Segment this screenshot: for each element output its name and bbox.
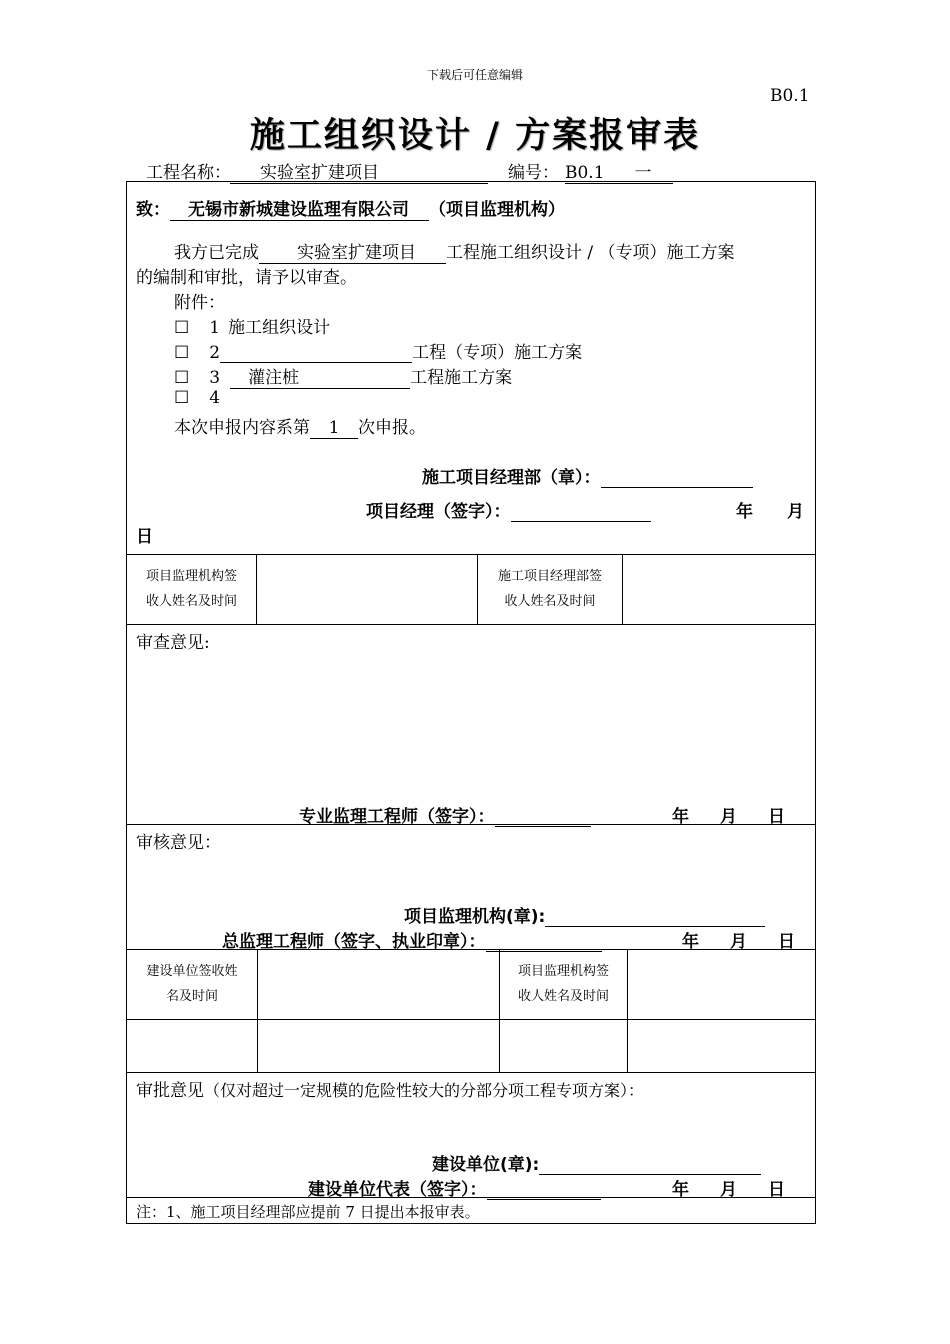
form-code: B0.1 [770, 86, 810, 106]
owner-receipt-signer-cell[interactable] [127, 1021, 256, 1071]
date-year: 年 [672, 1180, 689, 1200]
attachment-item: ☐ 1 施工组织设计 [174, 318, 331, 338]
owner-unit-line: 建设单位(章): [432, 1150, 761, 1175]
statement-project-name[interactable]: 实验室扩建项目 [259, 238, 446, 264]
page-title: 施工组织设计 / 方案报审表 [249, 116, 701, 156]
supervision-receipt-label: 项目监理机构签 收人姓名及时间 [145, 569, 237, 609]
checkbox-icon[interactable]: ☐ [174, 343, 190, 363]
contractor-receipt-label: 施工项目经理部签 收人姓名及时间 [497, 569, 602, 609]
owner-rep-line: 建设单位代表（签字）： [308, 1175, 601, 1200]
submission-line: 本次申报内容系第 1 次申报。 [174, 418, 426, 438]
contractor-receipt-field[interactable] [624, 556, 813, 623]
attachment-fill-field[interactable]: 灌注桩 [230, 363, 410, 389]
approval-opinion-field[interactable] [130, 1100, 810, 1144]
divider [126, 1072, 816, 1073]
specialist-engineer-line: 专业监理工程师（签字）： [299, 802, 591, 827]
divider [126, 1019, 816, 1020]
chief-engineer-line: 总监理工程师（签字、执业印章）： [222, 927, 602, 952]
divider [627, 949, 628, 1072]
project-manager-line: 项目经理（签字）： [366, 497, 651, 522]
owner-receipt-field[interactable] [259, 951, 498, 1018]
checkbox-icon[interactable]: ☐ [174, 318, 190, 338]
supervision-receipt-signer-cell[interactable] [501, 1021, 626, 1071]
date-year: 年 [682, 932, 699, 952]
project-manager-sign-field[interactable] [511, 503, 651, 522]
statement-line: 我方已完成 实验室扩建项目 工程施工组织设计 / （专项）施工方案 [174, 238, 735, 264]
audit-label: 审核意见： [136, 833, 221, 853]
owner-receipt-time-cell[interactable] [259, 1021, 498, 1071]
date-month: 月 [720, 1180, 737, 1200]
divider [622, 554, 623, 624]
date-day: 日 [768, 1180, 785, 1200]
date-month: 月 [730, 932, 747, 952]
attachments-label: 附件： [174, 293, 225, 313]
supervision-org-stamp-field[interactable] [545, 908, 765, 927]
approval-label: 审批意见（仅对超过一定规模的危险性较大的分部分项工程专项方案）： [136, 1081, 645, 1101]
supervision-receipt-field[interactable] [629, 951, 813, 1018]
project-number-label: 编号： [508, 163, 559, 183]
audit-opinion-field[interactable] [130, 852, 810, 896]
attachment-item: ☐ 2 工程（专项）施工方案 [174, 343, 583, 363]
date-day: 日 [768, 807, 785, 827]
contractor-dept-stamp-field[interactable] [601, 469, 753, 488]
attachment-fill-field[interactable] [220, 344, 412, 363]
date-year: 年 [672, 807, 689, 827]
date-day: 日 [778, 932, 795, 952]
project-name-label: 工程名称： [146, 163, 231, 183]
review-label: 审查意见: [136, 633, 210, 653]
project-number-value: B0.1 一 [565, 158, 673, 184]
date-month: 月 [720, 807, 737, 827]
statement-line-2: 的编制和审批，请予以审查。 [136, 268, 357, 288]
owner-unit-stamp-field[interactable] [539, 1156, 761, 1175]
attachment-item: ☐ 3 灌注桩 工程施工方案 [174, 363, 512, 389]
divider [257, 949, 258, 1072]
specialist-engineer-sign-field[interactable] [495, 808, 591, 827]
owner-rep-sign-field[interactable] [487, 1181, 601, 1200]
date-month: 月 [787, 502, 804, 522]
submission-count[interactable]: 1 [310, 418, 358, 439]
supervision-org-line: 项目监理机构(章): [404, 902, 765, 927]
divider [256, 554, 257, 624]
checkbox-icon[interactable]: ☐ [174, 368, 190, 388]
checkbox-icon[interactable]: ☐ [174, 388, 190, 408]
divider [126, 624, 816, 625]
divider [126, 554, 816, 555]
addressee-line: 致： 无锡市新城建设监理有限公司 （项目监理机构） [136, 195, 565, 221]
header-note: 下载后可任意编辑 [426, 68, 523, 82]
supervision-receipt-time-cell[interactable] [629, 1021, 813, 1071]
addressee-name[interactable]: 无锡市新城建设监理有限公司 [170, 195, 429, 221]
owner-receipt-label: 建设单位签收姓 名及时间 [146, 964, 238, 1004]
attachment-item: ☐ 4 [174, 388, 221, 408]
footnote: 注：1、施工项目经理部应提前 7 日提出本报审表。 [136, 1203, 480, 1221]
project-name-value: 实验室扩建项目 [230, 158, 488, 184]
review-opinion-field[interactable] [130, 652, 810, 792]
chief-engineer-sign-field[interactable] [486, 933, 602, 952]
supervision-receipt-field[interactable] [258, 556, 476, 623]
supervision-receipt-label: 项目监理机构签 收人姓名及时间 [517, 964, 609, 1004]
date-year: 年 [736, 502, 753, 522]
contractor-dept-line: 施工项目经理部（章）： [422, 463, 753, 488]
date-day: 日 [136, 527, 153, 547]
